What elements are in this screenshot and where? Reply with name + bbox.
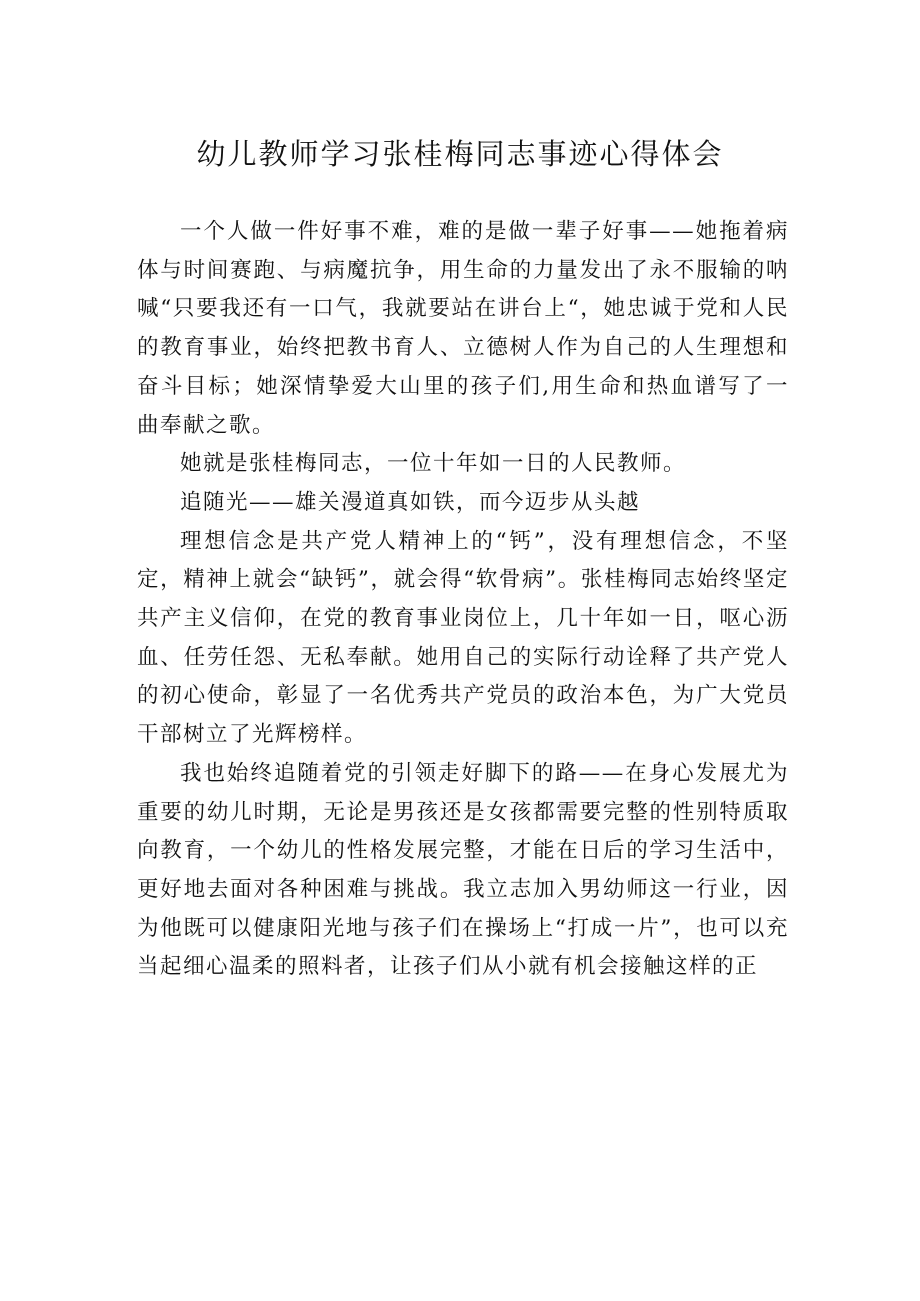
paragraph: 我也始终追随着党的引领走好脚下的路——在身心发展尤为重要的幼儿时期，无论是男孩还是女孩都需要完整的性别特质取向教育，一个幼儿的性格发展完整，才能在日后的学习生活中，更好地去面对各种困难与挑战。我立志加入男幼师这一行业，因为他既可以健康阳光地与孩子们在操场上“打成一片”，也可以充当起细心温柔的照料者，让孩子们从小就有机会接触这样的正 bbox=[137, 760, 789, 980]
paragraph: 一个人做一件好事不难，难的是做一辈子好事——她拖着病体与时间赛跑、与病魔抗争，用生命的力量发出了永不服输的呐喊“只要我还有一口气，我就要站在讲台上“，她忠诚于党和人民的教育事业，始终把教书育人、立德树人作为自己的人生理想和奋斗目标；她深情挚爱大山里的孩子们,用生命和热血谱写了一曲奉献之歌。 bbox=[137, 219, 789, 438]
document-title: 幼儿教师学习张桂梅同志事迹心得体会 bbox=[196, 137, 724, 171]
paragraph: 理想信念是共产党人精神上的“钙”，没有理想信念，不坚定，精神上就会“缺钙”，就会得“软骨病”。张桂梅同志始终坚定共产主义信仰，在党的教育事业岗位上，几十年如一日，呕心沥血、任劳任怨、无私奉献。她用自己的实际行动诠释了共产党人的初心使命，彰显了一名优秀共产党员的政治本色，为广大党员干部树立了光辉榜样。 bbox=[137, 528, 789, 748]
document-body bbox=[137, 213, 789, 987]
paragraph: 她就是张桂梅同志，一位十年如一日的人民教师。 bbox=[180, 451, 687, 477]
section-heading: 追随光——雄关漫道真如铁，而今迈步从头越 bbox=[180, 489, 641, 515]
